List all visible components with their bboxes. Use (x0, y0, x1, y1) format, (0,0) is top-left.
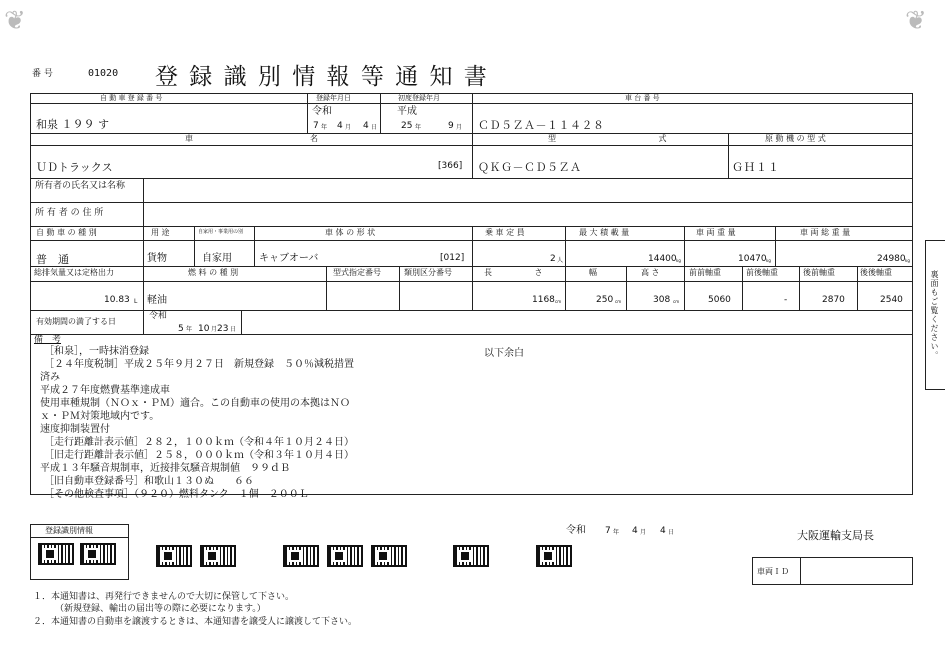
weight-header: 車 両 重 量 (696, 228, 736, 237)
gross-weight: 24980 (877, 254, 906, 264)
displacement-unit: L (134, 298, 138, 305)
max-load: 14400 (648, 254, 677, 264)
engine-header: 原 動 機 の 型 式 (765, 134, 826, 143)
displacement: 10.83 (104, 295, 130, 305)
height: 308 (653, 295, 671, 305)
gross-weight-unit: kg (905, 258, 910, 263)
body-header: 車 体 の 形 状 (325, 228, 376, 237)
width-unit: cm (615, 299, 622, 304)
fr-axle: - (784, 295, 788, 305)
reg-date-year-unit: 年 (321, 124, 328, 131)
reg-date-year: 7 (313, 121, 319, 131)
expiry-era: 令和 (149, 311, 168, 321)
remark-line: ［旧走行距離計表示値］２５８，０００ｋｍ（令和３年１０月４日） (44, 450, 354, 461)
capacity-unit: 人 (557, 257, 564, 264)
remark-line: 済み (40, 372, 60, 383)
corner-ornament-right: ❦ (905, 6, 927, 36)
reg-number: 和泉 １９９ す (36, 118, 109, 131)
issue-month-unit: 月 (640, 529, 647, 536)
qr-code (371, 545, 407, 567)
vehicle-type: 普 通 (36, 253, 69, 266)
qr-code (38, 543, 74, 565)
length-header: 長 さ (484, 268, 543, 277)
expiry-day-unit: 日 (230, 326, 237, 333)
first-reg-year-unit: 年 (415, 124, 422, 131)
ff-axle: 5060 (708, 295, 731, 305)
type-spec-header: 型式指定番号 (333, 268, 381, 277)
reg-date-header: 登録年月日 (316, 94, 351, 102)
remark-line: 平成２７年度燃費基準達成車 (40, 385, 170, 396)
car-name-header-1: 車 (185, 134, 193, 143)
issue-month: 4 (632, 526, 638, 536)
private-header: 自家用・事業用の別 (198, 229, 244, 235)
ff-axle-header: 前前軸重 (689, 268, 721, 277)
footer-note: ２．本通知書の自動車を譲渡するときは、本通知書を譲受人に譲渡して下さい。 (33, 617, 358, 627)
qr-box-label: 登録識別情報 (45, 526, 93, 535)
max-load-unit: kg (676, 258, 681, 263)
side-note: 裏面もご覧ください。 (930, 270, 939, 360)
body-shape: キャブオーバ (259, 253, 319, 264)
document-number: 01020 (88, 68, 119, 79)
footer-note: （新規登録、輸出の届出等の際に必要になります。） (55, 604, 266, 614)
remark-line: ［走行距離計表示値］２８２，１００ｋｍ（令和４年１０月２４日） (44, 437, 354, 448)
document-title: 登 録 識 別 情 報 等 通 知 書 (155, 64, 489, 90)
use: 貨物 (147, 253, 167, 264)
use-header: 用 途 (151, 228, 170, 237)
car-name: ＵＤトラックス (36, 161, 113, 174)
capacity: 2 (550, 254, 556, 264)
remark-line: ［その他検査事項］（９２０）燃料タンク １個 ２００Ｌ (44, 489, 309, 500)
remark-line: ［旧自動車登録番号］和歌山１３０ぬ ６６ (44, 476, 254, 487)
model: ＱＫＧ－ＣＤ５ＺＡ (478, 161, 582, 174)
issue-year: 7 (605, 526, 611, 536)
expiry-month-unit: 月 (211, 326, 218, 333)
expiry-year-unit: 年 (186, 326, 193, 333)
engine-model: ＧＨ１１ (732, 161, 780, 174)
vehicle-type-header: 自 動 車 の 種 別 (36, 228, 97, 237)
owner-address-label: 所 有 者 の 住 所 (35, 208, 104, 218)
remark-line: 使用車種規制（ＮＯｘ・ＰＭ）適合。この自動車の使用の本拠はＮＯ (40, 398, 350, 409)
reg-date-day: 4 (363, 121, 369, 131)
first-reg-month-unit: 月 (456, 124, 463, 131)
chassis-header: 車 台 番 号 (625, 94, 660, 102)
issue-day: 4 (660, 526, 666, 536)
expiry-month: 10 (198, 324, 210, 334)
qr-code (156, 545, 192, 567)
first-reg-era: 平成 (397, 106, 417, 117)
first-reg-header: 初度登録年月 (398, 94, 440, 102)
expiry-day: 23 (217, 324, 229, 334)
reg-date-month-unit: 月 (345, 124, 352, 131)
remark-line: 平成１３年騒音規制車，近接排気騒音規制値 ９９ｄＢ (40, 463, 290, 474)
remarks-right-note: 以下余白 (484, 348, 524, 359)
first-reg-year: 25 (401, 121, 413, 131)
qr-code (536, 545, 572, 567)
expiry-label: 有効期間の満了する日 (36, 317, 116, 326)
body-code: [012] (440, 253, 465, 263)
car-name-header-2: 名 (310, 134, 318, 143)
model-header: 型 式 (548, 134, 667, 143)
length-unit: cm (555, 299, 562, 304)
qr-code (453, 545, 489, 567)
car-id-label: 車両ＩＤ (757, 567, 789, 576)
rr-axle-header: 後後軸重 (860, 268, 892, 277)
footer-note: １．本通知書は、再発行できませんので大切に保管して下さい。 (33, 592, 295, 602)
capacity-header: 乗 車 定 員 (485, 228, 525, 237)
remark-line: ｘ・ＰＭ対策地域内です。 (40, 411, 160, 422)
issue-year-unit: 年 (613, 529, 620, 536)
rf-axle-header: 後前軸重 (803, 268, 835, 277)
reg-date-era: 令和 (312, 106, 332, 117)
qr-code (327, 545, 363, 567)
fuel-type: 軽油 (147, 295, 167, 306)
car-name-code: [366] (438, 161, 463, 171)
private-use: 自家用 (202, 253, 232, 264)
remark-line: ［２４年度税制］平成２５年９月２７日 新規登録 ５０％減税措置 (44, 359, 354, 370)
class-number-header: 類別区分番号 (404, 268, 452, 277)
issue-day-unit: 日 (668, 529, 675, 536)
gross-weight-header: 車 両 総 重 量 (800, 228, 851, 237)
height-header: 高 さ (641, 268, 660, 277)
issuer: 大阪運輸支局長 (797, 529, 874, 542)
remarks-label: 備 考 (34, 335, 62, 345)
fr-axle-header: 前後軸重 (746, 268, 778, 277)
fuel-header: 燃 料 の 種 別 (188, 268, 239, 277)
height-unit: cm (673, 299, 680, 304)
width-header: 幅 (589, 268, 597, 277)
expiry-year: 5 (178, 324, 184, 334)
reg-number-header: 自 動 車 登 録 番 号 (100, 94, 163, 102)
document-number-label: 番 号 (32, 69, 53, 79)
remark-line: ［和泉］，一時抹消登録 (44, 346, 149, 357)
corner-ornament-left: ❦ (4, 6, 26, 36)
rr-axle: 2540 (880, 295, 903, 305)
qr-code (200, 545, 236, 567)
qr-code (283, 545, 319, 567)
qr-code (80, 543, 116, 565)
owner-name-label: 所有者の氏名又は名称 (35, 181, 126, 191)
displacement-header: 総排気量又は定格出力 (34, 268, 114, 277)
reg-date-month: 4 (337, 121, 343, 131)
width: 250 (596, 295, 614, 305)
first-reg-month: 9 (448, 121, 454, 131)
vehicle-weight: 10470 (738, 254, 767, 264)
chassis-number: ＣＤ５ＺＡ－１１４２８ (478, 119, 605, 132)
length: 1168 (532, 295, 555, 305)
remark-line: 速度抑制装置付 (40, 424, 110, 435)
issue-era: 令和 (566, 525, 586, 536)
vehicle-weight-unit: kg (766, 258, 771, 263)
rf-axle: 2870 (822, 295, 845, 305)
reg-date-day-unit: 日 (371, 124, 378, 131)
max-load-header: 最 大 積 載 量 (579, 228, 630, 237)
